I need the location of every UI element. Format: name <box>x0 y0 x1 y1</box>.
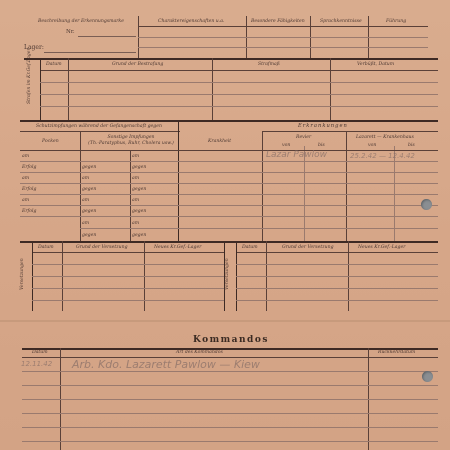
divider <box>40 82 438 83</box>
label-revier: Revier <box>296 135 312 140</box>
divider <box>236 276 438 277</box>
divider <box>212 58 213 120</box>
label-krankheit: Krankheit <box>208 139 232 144</box>
impf-cell: am <box>82 221 90 226</box>
divider <box>138 37 428 38</box>
divider <box>40 58 41 120</box>
impf-cell: gegen <box>132 187 147 192</box>
divider <box>178 120 179 241</box>
label-lager: Lager: <box>24 44 44 51</box>
impf-cell: Erfolg <box>22 209 37 214</box>
lager-underline <box>44 52 136 53</box>
divider <box>22 399 438 400</box>
label-vers-datum-left: Datum <box>38 245 54 250</box>
label-fuehrung: Führung <box>386 19 407 24</box>
label-strafen-datum: Datum <box>46 62 62 67</box>
impf-cell: am <box>132 176 140 181</box>
divider <box>20 131 180 132</box>
divider <box>20 120 438 122</box>
label-vers-grund-right: Grund der Versetzung <box>282 245 334 250</box>
divider <box>262 131 263 241</box>
card-fold <box>0 320 450 322</box>
label-versetzungen-right: Versetzungen <box>225 258 230 290</box>
divider <box>40 106 438 107</box>
label-vers-datum-right: Datum <box>242 245 258 250</box>
impf-cell: am <box>22 176 30 181</box>
impf-cell: gegen <box>82 165 97 170</box>
label-kommandos: Kommandos <box>193 335 269 345</box>
divider <box>68 58 69 120</box>
label-kdo-rueckkehr: Rückkehrdatum <box>378 350 416 355</box>
label-lazarett-bis: bis <box>408 143 415 148</box>
divider <box>236 300 438 301</box>
label-erkrankungen: Erkrankungen <box>298 123 348 129</box>
handwritten-kdo-entry: Arb. Kdo. Lazarett Pawlow — Kiew <box>72 358 260 371</box>
impf-cell: gegen <box>82 233 97 238</box>
divider <box>80 131 81 241</box>
label-sonstige: Sonstige Impfungen <box>107 135 155 140</box>
divider <box>32 300 224 301</box>
impf-cell: Erfolg <box>22 187 37 192</box>
divider <box>24 58 438 60</box>
impf-cell: gegen <box>82 187 97 192</box>
divider <box>22 385 438 386</box>
divider <box>138 47 428 48</box>
label-kdo-datum: Datum <box>32 350 48 355</box>
divider <box>80 228 438 229</box>
divider <box>40 70 438 71</box>
impf-cell: am <box>132 154 140 159</box>
punch-hole <box>421 199 432 210</box>
impf-cell: gegen <box>132 209 147 214</box>
handwritten-erkrankung-dates: 25.2.42 — 12.4.42 <box>350 152 415 160</box>
impf-cell: gegen <box>82 209 97 214</box>
impf-cell: am <box>82 176 90 181</box>
impf-cell: gegen <box>132 165 147 170</box>
label-sonstige-sub: (Th.-Paratyphus, Ruhr, Cholera usw.) <box>88 141 174 146</box>
divider <box>40 94 438 95</box>
divider <box>32 276 224 277</box>
divider <box>22 441 438 442</box>
divider <box>262 131 438 132</box>
impf-cell: am <box>22 198 30 203</box>
label-pocken: Pocken <box>42 139 59 144</box>
handwritten-erkrankung-name: Lazar Pawlow <box>266 150 328 160</box>
label-impfungen: Schutzimpfungen während der Gefangenschaft gegen <box>36 124 162 129</box>
divider <box>330 58 331 120</box>
divider <box>346 131 347 241</box>
divider <box>22 427 438 428</box>
divider <box>22 413 438 414</box>
label-vers-neues-right: Neues Kr.Gef.-Lager <box>358 245 406 250</box>
label-strafen-strafmass: Strafmaß <box>258 62 280 67</box>
label-lazarett: Lazarett — Krankenhaus <box>356 135 414 140</box>
impf-cell: am <box>132 221 140 226</box>
label-strafen-side: Strafen im Kr.Gef.Lager <box>27 48 32 104</box>
label-vers-grund-left: Grund der Versetzung <box>76 245 128 250</box>
divider <box>20 161 438 162</box>
label-revier-bis: bis <box>318 143 325 148</box>
label-faehigkeiten: Besondere Fähigkeiten <box>251 19 305 24</box>
impf-cell: Erfolg <box>22 165 37 170</box>
impf-cell: am <box>82 198 90 203</box>
label-charakter: Charaktereigenschaften u.a. <box>158 19 225 24</box>
label-strafen-grund: Grund der Bestrafung <box>112 62 164 67</box>
divider <box>236 264 438 265</box>
label-strafen-verbuesst: Verbüßt, Datum <box>357 62 395 67</box>
divider <box>22 348 438 350</box>
label-vers-neues-left: Neues Kr.Gef.-Lager <box>154 245 202 250</box>
label-lazarett-von: von <box>368 143 377 148</box>
label-nr: Nr. <box>66 29 75 35</box>
divider <box>138 26 428 27</box>
divider <box>236 288 438 289</box>
divider <box>20 241 438 243</box>
divider <box>20 194 438 195</box>
divider <box>20 172 438 173</box>
divider <box>20 205 438 206</box>
impf-cell: am <box>132 198 140 203</box>
label-beschreibung: Beschreibung der Erkennungsmarke <box>38 19 124 24</box>
label-revier-von: von <box>282 143 291 148</box>
punch-hole <box>422 371 433 382</box>
divider <box>20 150 438 151</box>
label-sprachkenntnisse: Sprachkenntnisse <box>320 19 362 24</box>
divider <box>20 216 438 217</box>
impf-cell: gegen <box>132 233 147 238</box>
label-kdo-art: Art des Kommandos <box>176 350 223 355</box>
impf-cell: am <box>22 154 30 159</box>
nr-underline <box>78 36 136 37</box>
handwritten-kdo-date: 12.11.42 <box>21 360 53 368</box>
divider <box>20 183 438 184</box>
divider <box>32 264 224 265</box>
label-versetzungen-left: Versetzungen <box>20 258 25 290</box>
divider <box>22 371 438 372</box>
divider <box>32 288 224 289</box>
divider <box>32 252 224 253</box>
